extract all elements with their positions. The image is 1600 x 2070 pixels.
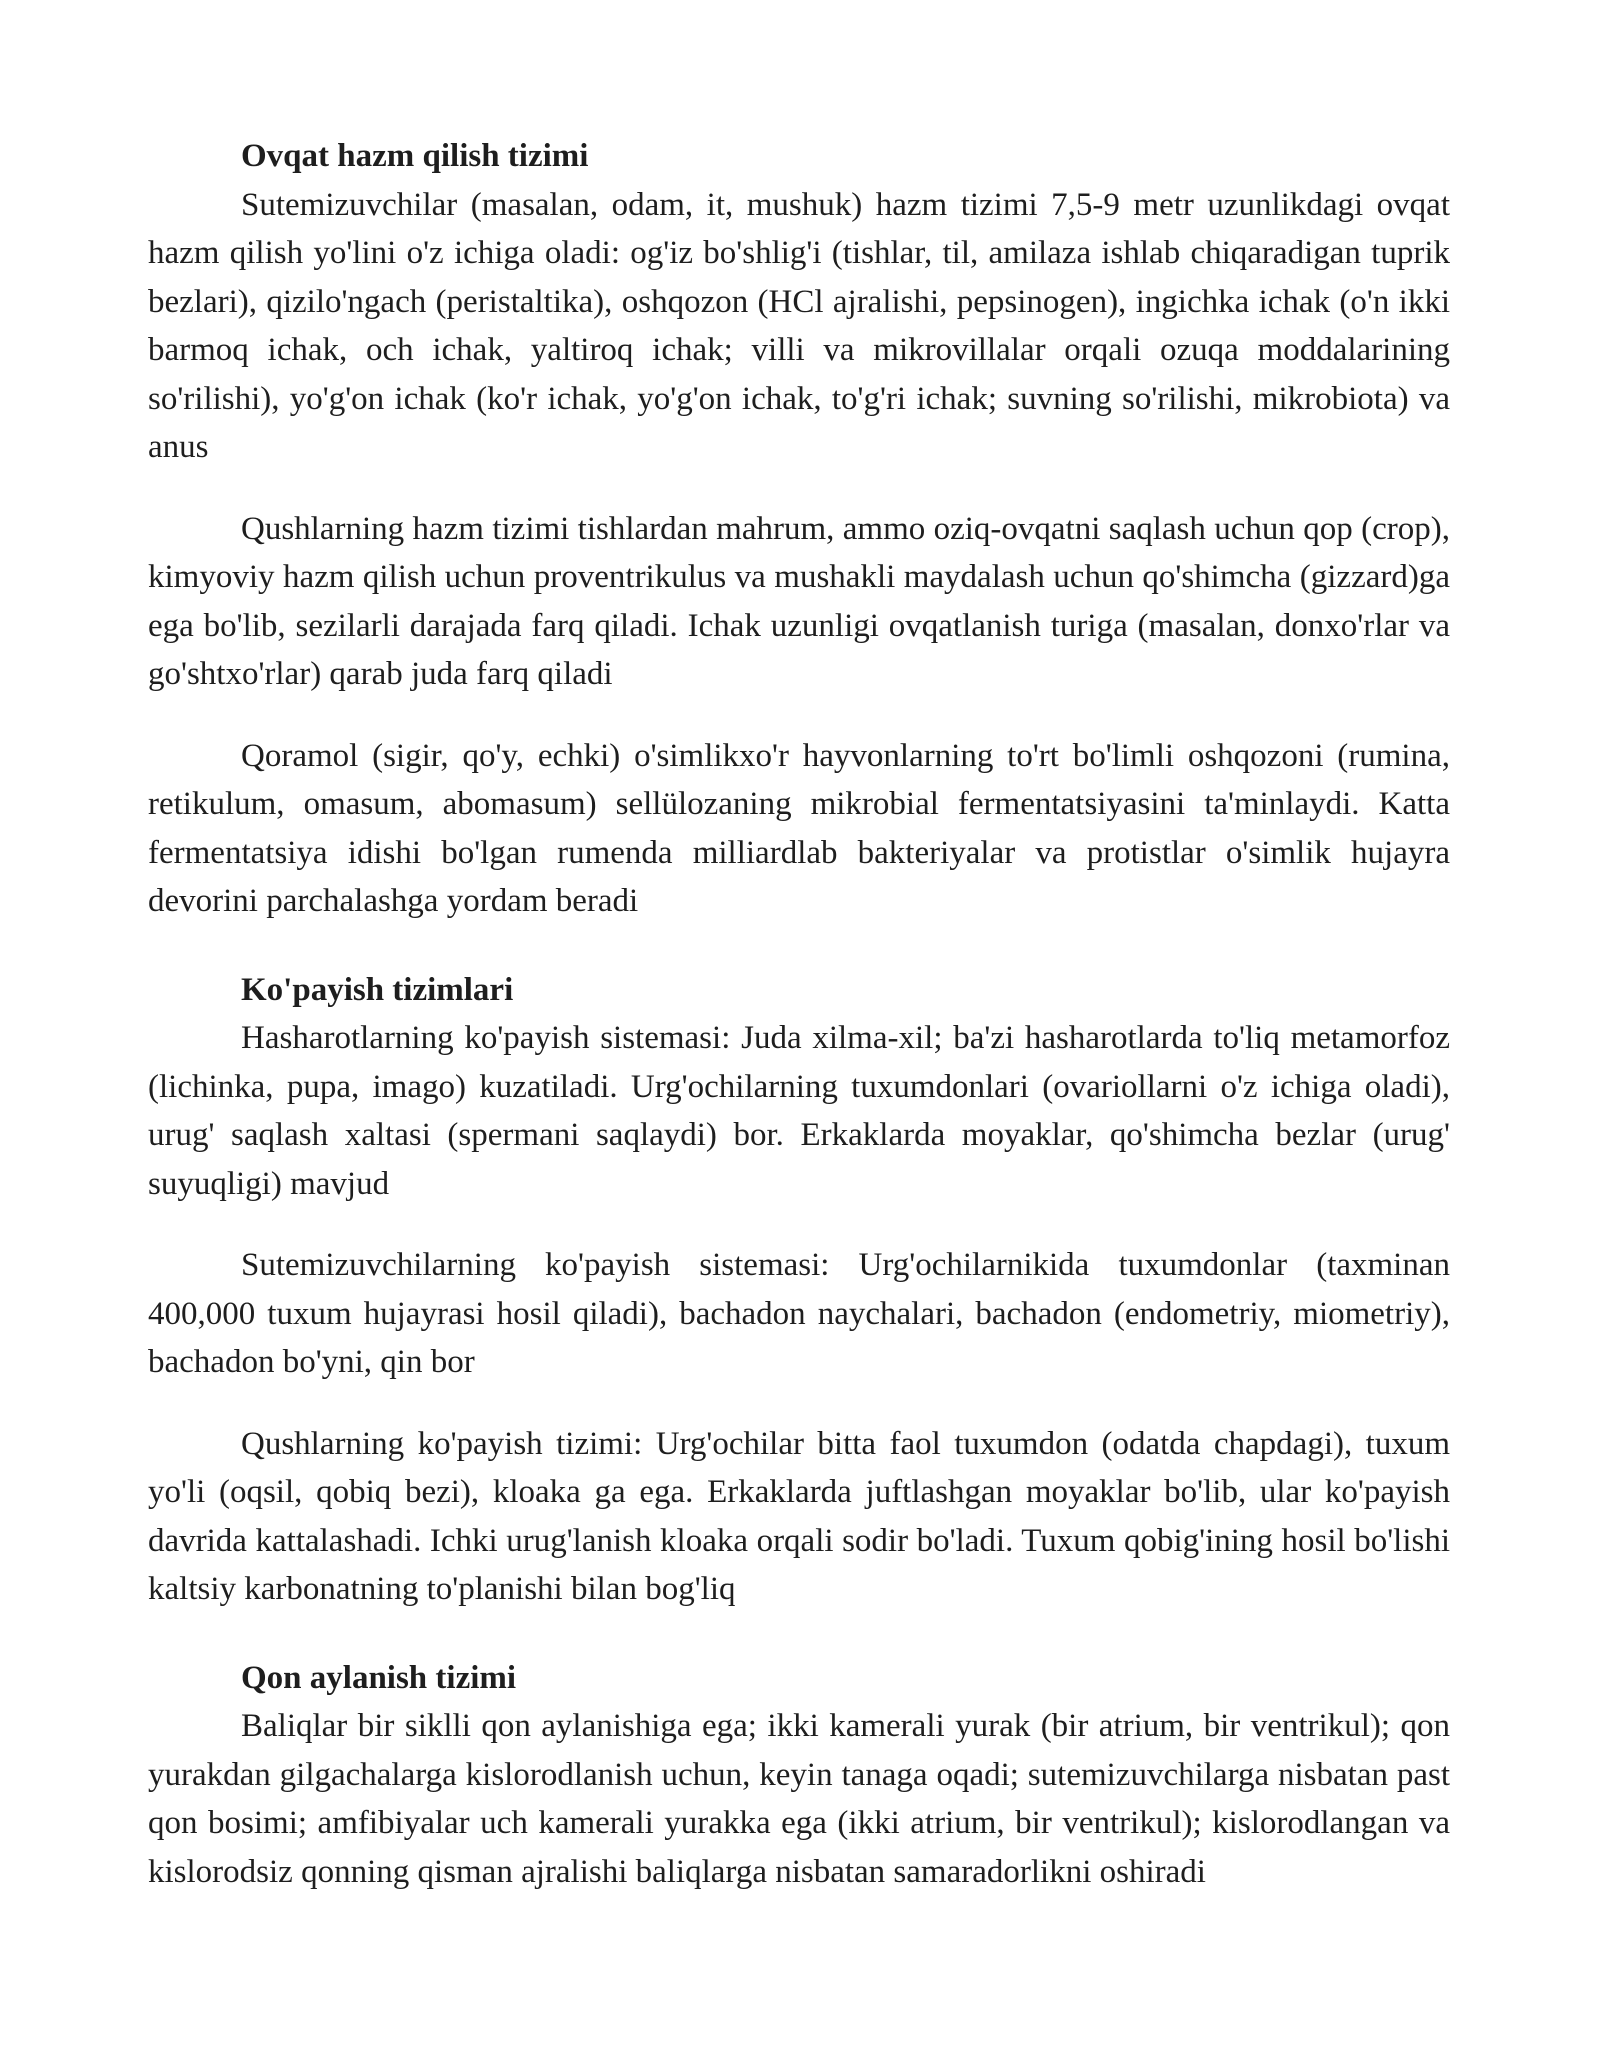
section-heading: Qon aylanish tizimi (241, 1659, 517, 1696)
paragraph: Baliqlar bir siklli qon aylanishiga ega; ikki kamerali yurak (bir atrium, bir ventrikul); qon yurakdan gilgachalarga kislorodlanish uchun, keyin tanaga oqadi; sutemizuvchilarga nisbatan past qon bosimi; amfibiyalar uch kamerali yurakka ega (ikki atrium, bir ventrikul); kislorodlangan va kislorodsiz qonning qisman ajralishi baliqlarga nisbatan samaradorlikni oshiradi (148, 1708, 1450, 1890)
paragraph: Qushlarning hazm tizimi tishlardan mahrum, ammo oziq-ovqatni saqlash uchun qop (crop), kimyoviy hazm qilish uchun proventrikulus va mushakli maydalash uchun qo'shimcha (gizzard)ga ega bo'lib, sezilarli darajada farq qiladi. Ichak uzunligi ovqatlanish turiga (masalan, donxo'rlar va go'shtxo'rlar) qarab juda farq qiladi (148, 510, 1450, 692)
section-digestive-system (148, 132, 1450, 926)
section-heading: Ko'payish tizimlari (241, 971, 514, 1008)
section-reproductive-systems (148, 966, 1450, 1614)
paragraph: Hasharotlarning ko'payish sistemasi: Juda xilma-xil; ba'zi hasharotlarda to'liq metamorfoz (lichinka, pupa, imago) kuzatiladi. Urg'ochilarning tuxumdonlari (ovariollarni o'z ichiga oladi), urug' saqlash xaltasi (spermani saqlaydi) bor. Erkaklarda moyaklar, qo'shimcha bezlar (urug' suyuqligi) mavjud (148, 1020, 1450, 1202)
document-page (148, 132, 1450, 1896)
section-heading: Ovqat hazm qilish tizimi (241, 138, 589, 174)
section-circulatory-system (148, 1654, 1450, 1897)
paragraph: Qushlarning ko'payish tizimi: Urg'ochilar bitta faol tuxumdon (odatda chapdagi), tuxum yo'li (oqsil, qobiq bezi), kloaka ga ega. Erkaklarda juftlashgan moyaklar bo'lib, ular ko'payish davrida kattalashadi. Ichki urug'lanish kloaka orqali sodir bo'ladi. Tuxum qobig'ining hosil bo'lishi kaltsiy karbonatning to'planishi bilan bog'liq (148, 1425, 1450, 1607)
paragraph: Sutemizuvchilar (masalan, odam, it, mushuk) hazm tizimi 7,5-9 metr uzunlikdagi ovqat hazm qilish yo'lini o'z ichiga oladi: og'iz bo'shlig'i (tishlar, til, amilaza ishlab chiqaradigan tuprik bezlari), qizilo'ngach (peristaltika), oshqozon (HCl ajralishi, pepsinogen), ingichka ichak (o'n ikki barmoq ichak, och ichak, yaltiroq ichak; villi va mikrovillalar orqali ozuqa moddalarining so'rilishi), yo'g'on ichak (ko'r ichak, yo'g'on ichak, to'g'ri ichak; suvning so'rilishi, mikrobiota) va anus (148, 186, 1450, 465)
paragraph: Sutemizuvchilarning ko'payish sistemasi: Urg'ochilarnikida tuxumdonlar (taxminan 400,000 tuxum hujayrasi hosil qiladi), bachadon naychalari, bachadon (endometriy, miometriy), bachadon bo'yni, qin bor (148, 1247, 1450, 1380)
paragraph: Qoramol (sigir, qo'y, echki) o'simlikxo'r hayvonlarning to'rt bo'limli oshqozoni (rumina, retikulum, omasum, abomasum) sellülozaning mikrobial fermentatsiyasini ta'minlaydi. Katta fermentatsiya idishi bo'lgan rumenda milliardlab bakteriyalar va protistlar o'simlik hujayra devorini parchalashga yordam beradi (148, 737, 1450, 919)
